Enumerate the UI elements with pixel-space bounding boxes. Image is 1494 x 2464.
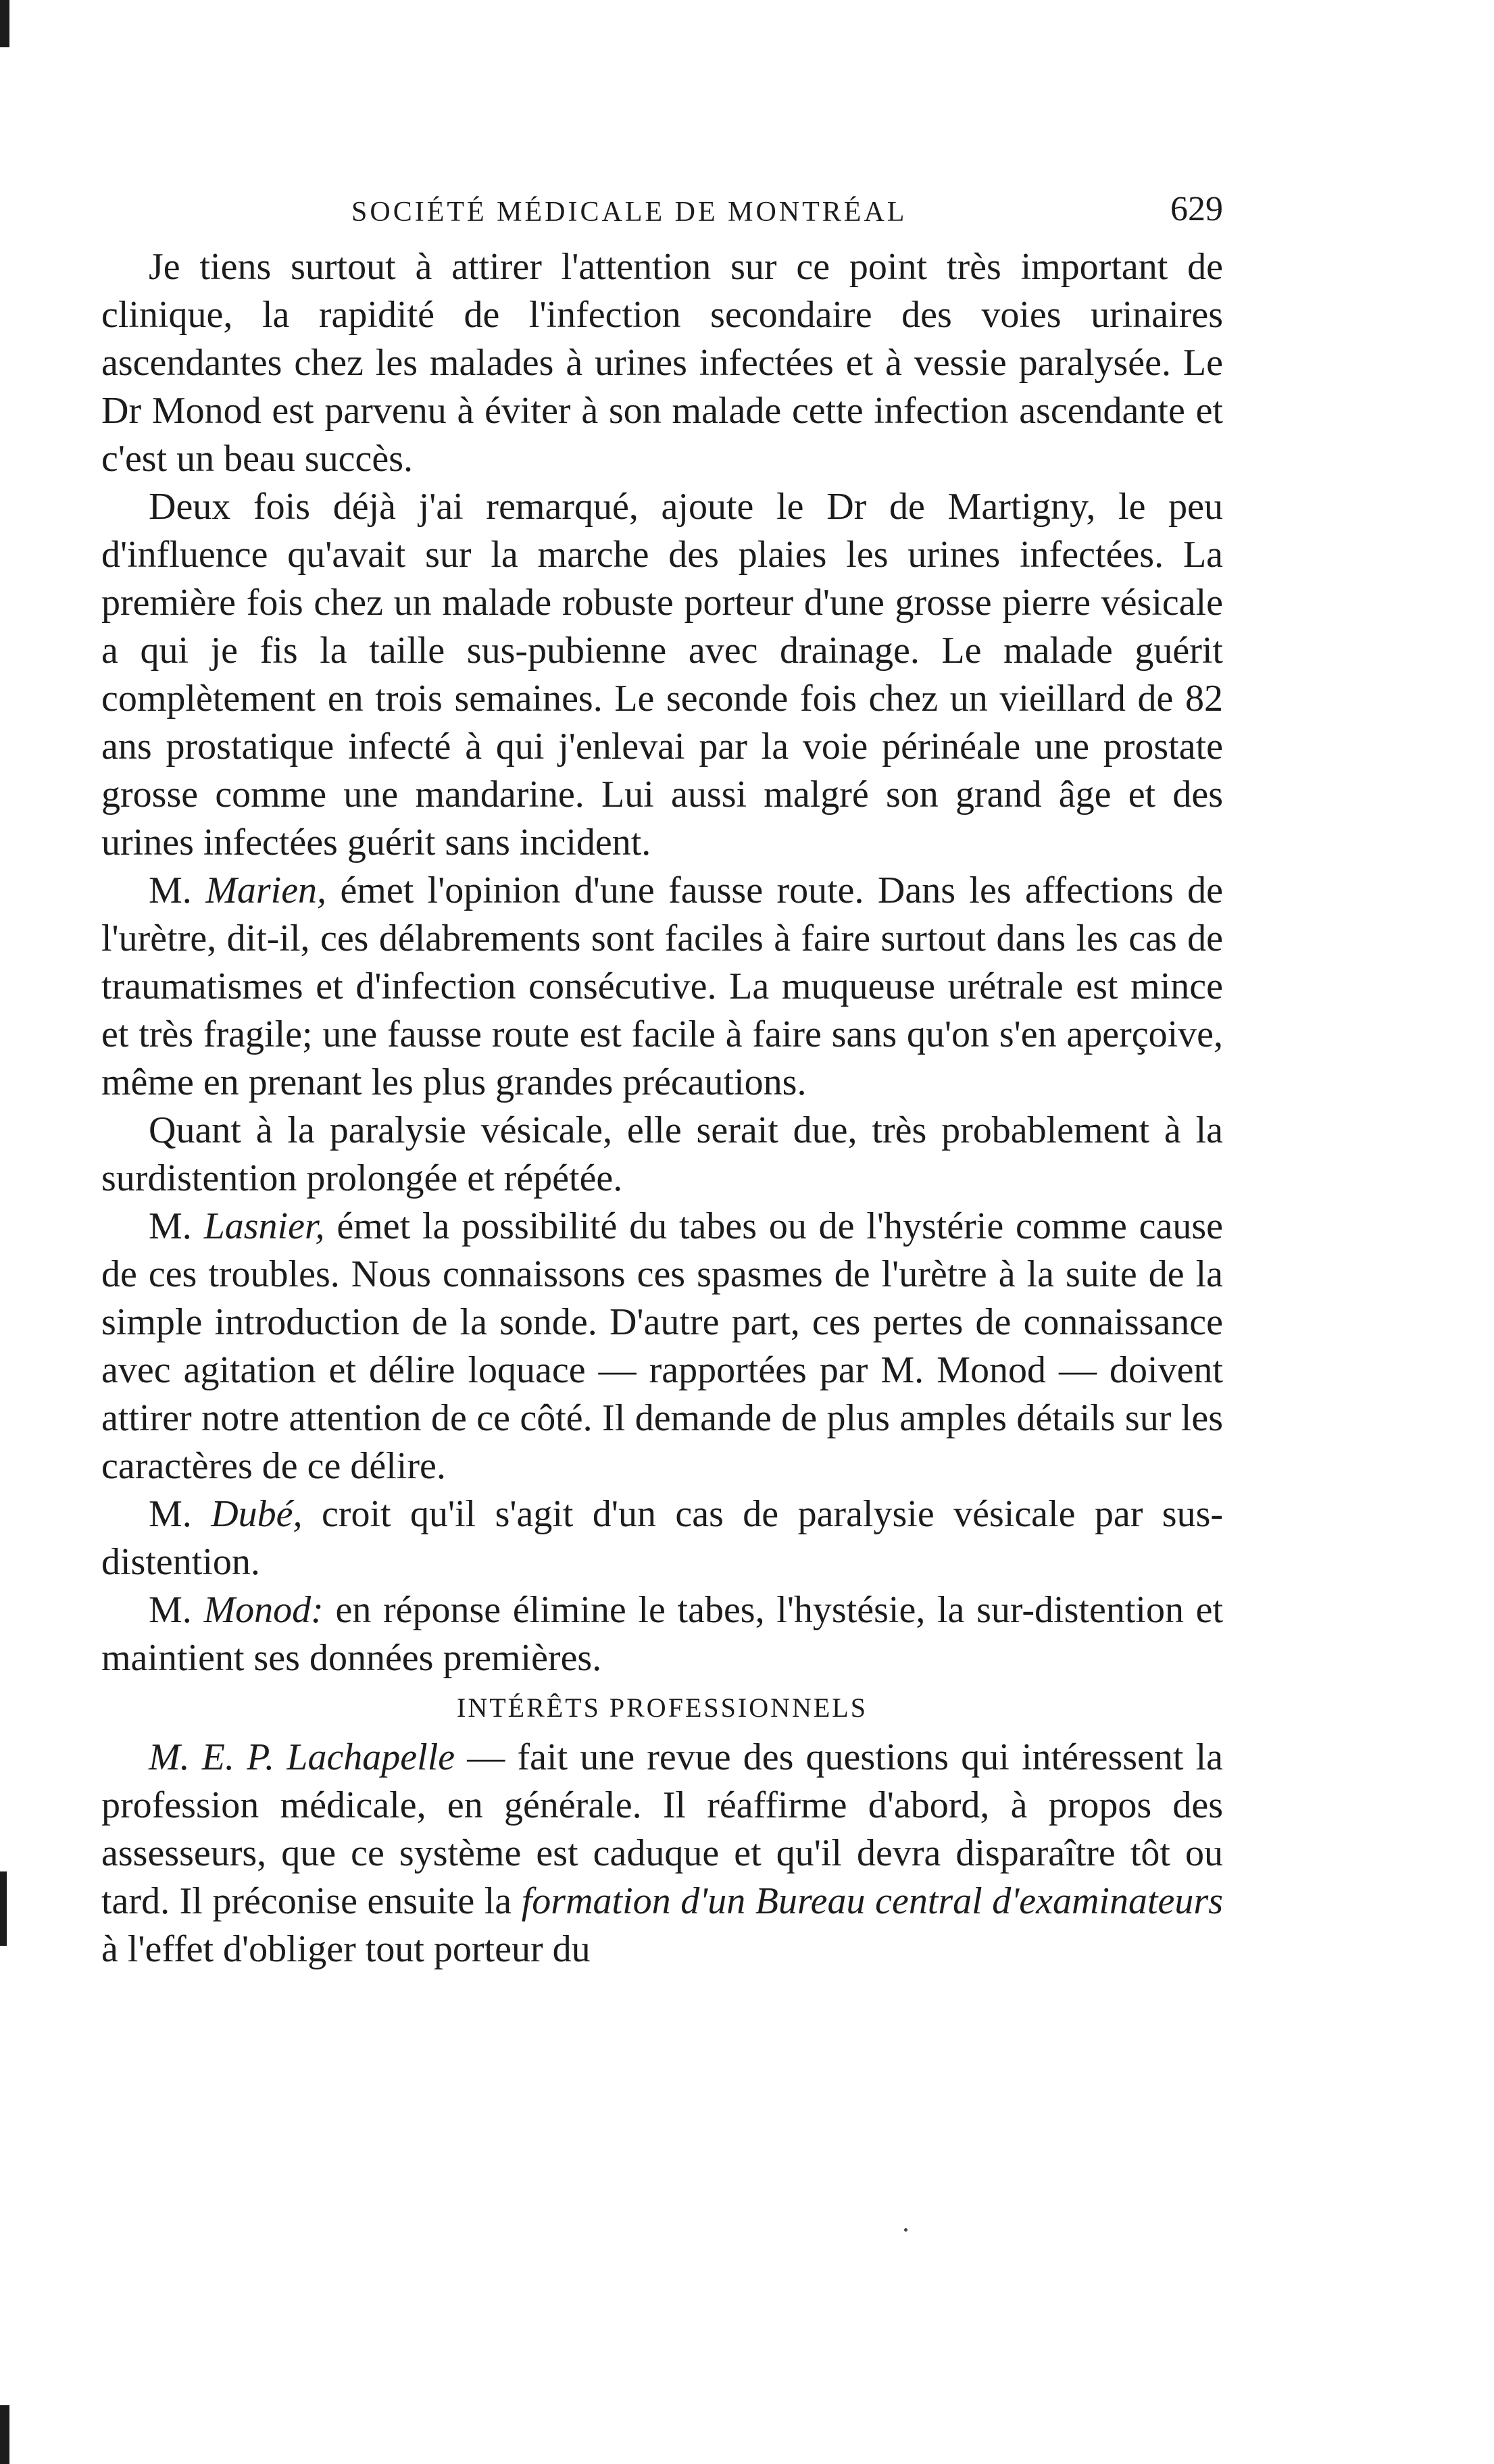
paragraph: [101, 1586, 1223, 1682]
paragraph-text-continued: à l'effet d'obliger tout porteur du: [101, 1928, 591, 1970]
paragraph: [101, 867, 1223, 1107]
emphasized-text: formation d'un Bureau central d'examinateurs: [521, 1880, 1223, 1922]
speaker-name: Marien,: [205, 870, 327, 911]
paragraph-text: — fait une revue des questions qui intéressent la profession médicale, en générale. Il réaffirme d'abord, à propos des assesseurs, que ce système est caduque et qu'il devra disparaître tôt ou tard. Il préconise ensuite la: [101, 1736, 1224, 1922]
paragraph: [101, 1203, 1223, 1490]
page-edge-mark-top: [0, 0, 9, 47]
book-page: [101, 182, 1223, 1973]
speaker-prefix: M.: [149, 870, 192, 911]
page-edge-mark-middle: [0, 1871, 7, 1946]
speaker-prefix: M.: [149, 1589, 192, 1631]
stray-ink-dot: [904, 2228, 907, 2232]
paragraph: [101, 243, 1223, 483]
body-text: [101, 243, 1223, 1973]
paragraph: [101, 483, 1223, 867]
paragraph: [101, 1734, 1223, 1973]
paragraph-text: Deux fois déjà j'ai remarqué, ajoute le Dr de Martigny, le peu d'influence qu'avait sur la marche des plaies les urines infectées. La première fois chez un malade robuste porteur d'une grosse pierre vésicale a qui je fis la taille sus-pubienne avec drainage. Le malade guérit complètement en trois semaines. Le seconde fois chez un vieillard de 82 ans prostatique infecté à qui j'enlevai par la voie périnéale une prostate grosse comme une mandarine. Lui aussi malgré son grand âge et des urines infectées guérit sans incident.: [101, 486, 1223, 863]
paragraph-text: Je tiens surtout à attirer l'attention sur ce point très important de clinique, la rapidité de l'infection secondaire des voies urinaires ascendantes chez les malades à urines infectées et à vessie paralysée. Le Dr Monod est parvenu à éviter à son malade cette infection ascendante et c'est un beau succès.: [101, 246, 1223, 480]
paragraph-text: Quant à la paralysie vésicale, elle serait due, très probablement à la surdistention prolongée et répétée.: [101, 1109, 1223, 1199]
paragraph-text: croit qu'il s'agit d'un cas de paralysie vésicale par sus-distention.: [101, 1493, 1224, 1583]
paragraph-text: émet la possibilité du tabes ou de l'hystérie comme cause de ces troubles. Nous connaissons ces spasmes de l'urètre à la suite de la simple introduction de la sonde. D'autre part, ces pertes de connaissance avec agitation et délire loquace — rapportées par M. Monod — doivent attirer notre attention de ce côté. Il demande de plus amples détails sur les caractères de ce délire.: [101, 1205, 1223, 1487]
speaker-name: M. E. P. Lachapelle: [149, 1736, 455, 1778]
paragraph-text: en réponse élimine le tabes, l'hystésie, la sur-distention et maintient ses données premières.: [101, 1589, 1224, 1679]
speaker-name: Lasnier,: [203, 1205, 325, 1247]
page-edge-mark-bottom: [0, 2405, 9, 2464]
running-title: SOCIÉTÉ MÉDICALE DE MONTRÉAL: [351, 197, 907, 228]
speaker-name: Monod:: [203, 1589, 324, 1631]
paragraph: [101, 1490, 1223, 1586]
paragraph-text: émet l'opinion d'une fausse route. Dans les affections de l'urètre, dit-il, ces délabrements sont faciles à faire surtout dans les cas de traumatismes et d'infection consécutive. La muqueuse urétrale est mince et très fragile; une fausse route est facile à faire sans qu'on s'en aperçoive, même en prenant les plus grandes précautions.: [101, 870, 1223, 1103]
speaker-prefix: M.: [149, 1205, 192, 1247]
page-number: 629: [1170, 190, 1223, 228]
section-heading: INTÉRÊTS PROFESSIONNELS: [457, 1692, 868, 1723]
running-head: [101, 182, 1223, 243]
speaker-name: Dubé,: [211, 1493, 303, 1535]
paragraph: [101, 1107, 1223, 1203]
speaker-prefix: M.: [149, 1493, 192, 1535]
